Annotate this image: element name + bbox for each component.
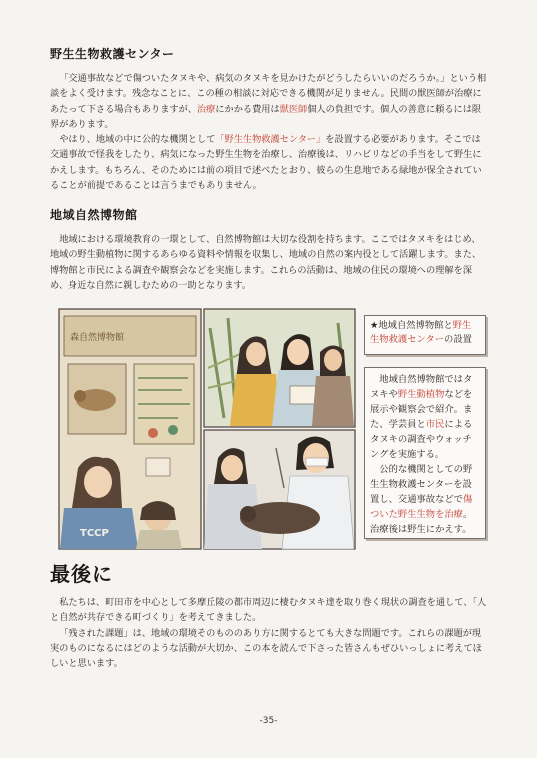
conclusion-paragraph-2: 「残された課題」は、地域の環境そのもののあり方に関するとても大きな問題です。これらの課題が現実のものになるにはどのような活動が大切か、この本を読んで下さった皆さんもぜひいっしょに考えてほしいと思います。 [50,627,482,670]
conclusion-body [50,595,487,671]
text-run-highlight: 獣医師 [279,103,308,115]
page-number: -35- [259,716,278,726]
section-heading-conclusion: 最後に [50,562,113,586]
section-heading-museum: 地域自然博物館 [50,208,138,222]
star-icon: ★ [370,320,379,331]
rescue-center-paragraph-2 [50,132,487,193]
museum-sign-text: 森自然博物館 [70,333,125,343]
text-run: にかかる費用は [215,103,280,115]
text-run: 「交通事故などで傷ついたタヌキや、病気のタヌキを見かけたがどうしたらいいのだろうか。」という相談をよく受けます。残念なことに、この種の相談に対応できる機関が足りません。民間の獣医師が治療にあたって下さる場合もありますが、 [50,73,487,115]
text-run-highlight: 「野生生物救護センター」 [215,134,326,146]
jacket-text: TCCP [80,528,109,539]
text-run: を設置する必要があります。そこでは交通事故で怪我をしたり、病気になった野生生物を治療し、治療後は、リハビリなどの手当をして野生にかえします。もちろん、そのためには前の項目で述べたとおり、彼らの生息地である緑地が保全されていることが前提であることは言うまでもありません。 [50,134,482,192]
forest-scene-icon [204,309,355,427]
text-run-highlight: 傷ついた野生生物を治療 [370,494,473,520]
text-run: 地域自然博物館 [378,320,444,331]
museum-scene-icon [59,309,201,549]
comic-illustration [58,308,356,550]
text-run: 地域自然博物館ではタヌキや [370,374,473,400]
illustration-description-box [364,367,486,539]
rescue-center-paragraph-1 [50,71,487,132]
conclusion-paragraph-1: 私たちは、町田市を中心として多摩丘陵の都市周辺に棲むタヌキ達を取り巻く現状の調査を通して、「人と自然が共存できる町づくり」を考えてきました。 [50,597,487,624]
text-run: などを展示や観察会で紹介。また、学芸員と [370,389,473,430]
text-run: 個人の負担です。個人の善意に頼るには限界があります。 [50,103,482,130]
text-run: 。治療後は野生にかえす。 [370,509,473,535]
text-run-highlight: 市民 [425,419,445,430]
text-run-highlight: 治療 [197,103,216,115]
text-run: 公的な機関としての野生生物救護センターを設置し、交通事故などで [370,464,473,505]
text-run: やはり、地域の中に公的な機関として [59,134,216,146]
veterinary-scene-icon [204,430,355,549]
text-run: と [443,320,453,331]
text-run-highlight: 野生生物救護センター [370,320,472,345]
text-run-highlight: 野生動植物 [397,389,445,400]
description-paragraph-2 [370,462,480,537]
section-heading-rescue-center: 野生生物救護センター [50,47,175,61]
museum-body [50,232,487,293]
text-run: の設置 [444,334,472,345]
illustration-caption-box [364,315,486,355]
text-run: によるタヌキの調査やウォッチングを実施する。 [370,419,473,460]
museum-paragraph: 地域における環境教育の一環として、自然博物館は大切な役割を持ちます。ここではタヌキをはじめ、地域の野生動植物に関するあらゆる資料や情報を収集し、地域の自然の案内役として活躍します。また、博物館と市民による調査や観察会などを実施します。これらの活動は、地域の住民の環境への理解を深め、身近な自然に親しむための一助となります。 [50,234,482,291]
description-paragraph-1 [370,372,480,462]
rescue-center-body [50,71,487,193]
